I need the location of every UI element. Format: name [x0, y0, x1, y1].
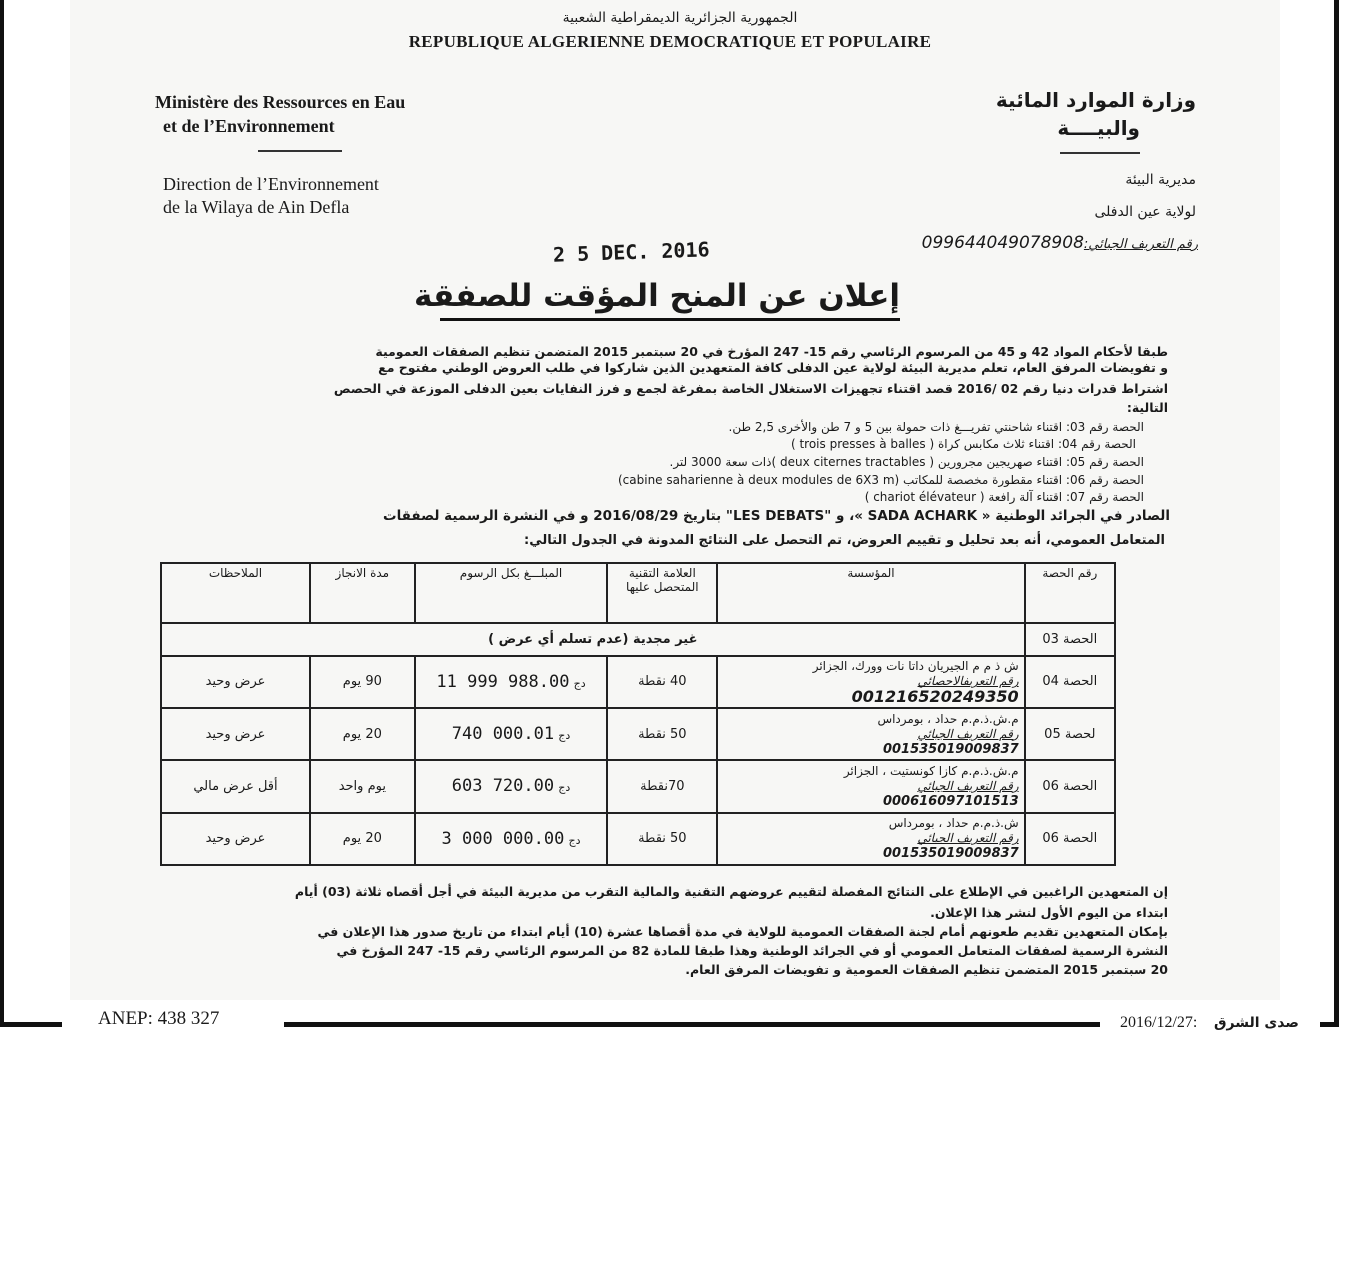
table-row	[161, 813, 1115, 865]
header-lot: رقم الحصة	[1025, 563, 1115, 623]
ministry-arabic-line2: والبيــــة	[1057, 116, 1140, 140]
cell-company	[717, 656, 1024, 708]
cell-lot: الحصة 03	[1025, 623, 1115, 655]
newspaper-name: صدى الشرق	[1214, 1015, 1299, 1031]
republic-arabic: الجمهورية الجزائرية الديمقراطية الشعبية	[562, 10, 798, 26]
divider	[1060, 152, 1140, 154]
amount-value: 3 000 000.00	[441, 828, 565, 849]
header-company: المؤسسة	[717, 563, 1024, 623]
divider	[258, 150, 342, 152]
amount-value: 603 720.00	[451, 776, 555, 797]
company-name: م.ش.ذ.م.م كازا كونستيت ، الجزائر	[843, 763, 1019, 778]
footer-rule	[1320, 1022, 1339, 1027]
intro-line3: اشتراط قدرات دنيا رقم 02 /2016 قصد اقتناء تجهيزات الاستغلال الخاصة بمفرغة لجمع و فرز النفايات بعين الدفلى الموزعة في الحصص	[333, 381, 1168, 396]
header-duration: مدة الانجاز	[310, 563, 415, 623]
table-row	[161, 656, 1115, 708]
amount-value: 11 999 988.00	[436, 671, 570, 692]
company-id: 001535019009837	[882, 741, 1019, 757]
closing-line5: 20 سبتمبر 2015 المتضمن تنظيم الصفقات العمومية و تفويضات المرفق العام.	[685, 962, 1168, 977]
lot-item: الحصة رقم 03: اقتناء شاحنتي تفريـــغ ذات حمولة بين 5 و 7 طن والأخرى 2,5 طن.	[728, 420, 1144, 434]
table-row	[161, 708, 1115, 760]
page-border-left	[0, 0, 4, 1026]
fiscal-id-value: 099644049078908	[921, 233, 1084, 253]
lot-item: الحصة رقم 06: اقتناء مقطورة مخصصة للمكاتب (cabine saharienne à deux modules de 6X3 m)	[617, 473, 1144, 487]
company-name: ش.ذ.م.م حداد ، بومرداس	[888, 816, 1019, 831]
cell-amount	[415, 760, 608, 812]
intro-line1: طبقا لأحكام المواد 42 و 45 من المرسوم الرئاسي رقم 15- 247 المؤرخ في 20 سبتمبر 2015 المتضمن تنظيم الصفقات العمومية	[375, 344, 1168, 359]
closing-line4: النشرة الرسمية لصفقات المتعامل العمومي أو في الجرائد الوطنية وهذا طبقا للمادة 82 من المرسوم الرئاسي رقم 15- 247 المؤرخ في	[336, 943, 1168, 958]
direction-french-line2: de la Wilaya de Ain Defla	[163, 197, 350, 217]
cell-amount	[415, 656, 608, 708]
republic-french: REPUBLIQUE ALGERIENNE DEMOCRATIQUE ET POPULAIRE	[408, 32, 932, 51]
table-row	[161, 760, 1115, 812]
intro-line2: و تفويضات المرفق العام، تعلم مديرية البيئة لولاية عين الدفلى كافة المتعهدين الذين شاركوا في طلب العروض الوطني مفتوح مع	[378, 360, 1168, 375]
company-id: 000616097101513	[882, 793, 1019, 809]
header-notes: الملاحظات	[161, 563, 310, 623]
company-id-label: رقم التعريفالاحصائي	[917, 674, 1019, 689]
cell-lot: الحصة 06	[1025, 813, 1115, 865]
header-amount: المبلـــغ بكل الرسوم	[415, 563, 608, 623]
announcement-title: إعلان عن المنح المؤقت للصفقة	[440, 278, 900, 321]
cell-score: 50 نقطة	[607, 813, 717, 865]
amount-currency: دج	[573, 676, 586, 690]
intro-line4: التالية:	[1126, 400, 1168, 415]
table-row	[161, 623, 1115, 655]
footer-rule	[0, 1022, 62, 1027]
direction-french-line1: Direction de l’Environnement	[163, 174, 379, 194]
cell-amount	[415, 708, 608, 760]
fiscal-id-label: رقم التعريف الجبائي:	[1083, 237, 1198, 252]
cell-duration: 20 يوم	[310, 708, 415, 760]
cell-company	[717, 708, 1024, 760]
lot-item: الحصة رقم 07: اقتناء آلة رافعة ( chariot élévateur )	[864, 490, 1144, 504]
lot-item: الحصة رقم 04: اقتناء ثلاث مكابس كراة ( trois presses à balles )	[790, 437, 1136, 451]
ministry-arabic-line1: وزارة الموارد المائية	[995, 88, 1196, 112]
cell-amount	[415, 813, 608, 865]
cell-notes: عرض وحيد	[161, 813, 310, 865]
company-name: ش ذ م م الجيريان داتا نات وورك، الجزائر	[812, 659, 1019, 674]
anep-reference: ANEP: 438 327	[98, 1008, 220, 1029]
cell-duration: 20 يوم	[310, 813, 415, 865]
fiscal-id-line	[878, 233, 1198, 253]
date-stamp: 2 5 DEC. 2016	[552, 237, 710, 267]
cell-notes: عرض وحيد	[161, 708, 310, 760]
cell-notes: عرض وحيد	[161, 656, 310, 708]
header-score: العلامة التقنية المتحصل عليها	[607, 563, 717, 623]
ministry-french-line2: et de l’Environnement	[163, 116, 335, 136]
newspaper-date: 2016/12/27:	[1120, 1014, 1198, 1031]
footer-rule	[284, 1022, 1100, 1027]
company-id-label: رقم التعريف الجبائي	[917, 778, 1019, 793]
cell-lot: الحصة 04	[1025, 656, 1115, 708]
closing-line2: ابتداء من اليوم الأول لنشر هذا الإعلان.	[930, 905, 1168, 920]
cell-company	[717, 813, 1024, 865]
lot-item: الحصة رقم 05: اقتناء صهريجين مجرورين ( deux citernes tractables )ذات سعة 3000 لتر.	[669, 455, 1144, 469]
cell-score: 70نقطة	[607, 760, 717, 812]
closing-line3: بإمكان المتعهدين تقديم طعونهم أمام لجنة الصفقات العمومية للولاية في مدة أقصاها عشرة (10) أيام ابتداء من تاريخ صدور هذا الإعلان في	[317, 924, 1168, 939]
amount-currency: دج	[558, 729, 571, 743]
company-id-label: رقم التعريف الجبائي	[917, 831, 1019, 846]
cell-score: 50 نقطة	[607, 708, 717, 760]
company-name: م.ش.ذ.م.م حداد ، بومرداس	[877, 711, 1019, 726]
table-header-row	[161, 563, 1115, 623]
closing-line1: إن المتعهدين الراغبين في الإطلاع على النتائج المفصلة لتقييم عروضهم التقنية والمالية التقرب من مديرية البيئة في أجل أقصاه ثلاثة (03) أيام	[294, 884, 1168, 899]
cell-duration: 90 يوم	[310, 656, 415, 708]
cell-lot: لحصة 05	[1025, 708, 1115, 760]
published-line2: المتعامل العمومي، أنه بعد تحليل و تقييم العروض، تم التحصل على النتائج المدونة في الجدول التالي:	[524, 533, 1165, 548]
cell-unsuccessful: غير مجدية (عدم تسلم أي عرض )	[161, 623, 1025, 655]
page-border-right	[1334, 0, 1339, 1026]
cell-notes: أقل عرض مالي	[161, 760, 310, 812]
amount-currency: دج	[558, 781, 571, 795]
company-id-label: رقم التعريف الجبائي	[917, 726, 1019, 741]
published-line1: الصادر في الجرائد الوطنية « SADA ACHARK »، و "LES DEBATS" بتاريخ 2016/08/29 و في النشرة الرسمية لصفقات	[383, 508, 1170, 524]
amount-currency: دج	[568, 833, 581, 847]
cell-lot: الحصة 06	[1025, 760, 1115, 812]
company-id: 001216520249350	[851, 687, 1019, 707]
cell-duration: يوم واحد	[310, 760, 415, 812]
ministry-french-line1: Ministère des Ressources en Eau	[155, 92, 406, 112]
direction-arabic-line2: لولاية عين الدفلى	[1094, 204, 1196, 220]
results-table	[160, 562, 1116, 866]
cell-score: 40 نقطة	[607, 656, 717, 708]
direction-arabic-line1: مديرية البيئة	[1125, 172, 1196, 188]
cell-company	[717, 760, 1024, 812]
amount-value: 740 000.01	[451, 724, 555, 745]
company-id: 001535019009837	[882, 846, 1019, 862]
